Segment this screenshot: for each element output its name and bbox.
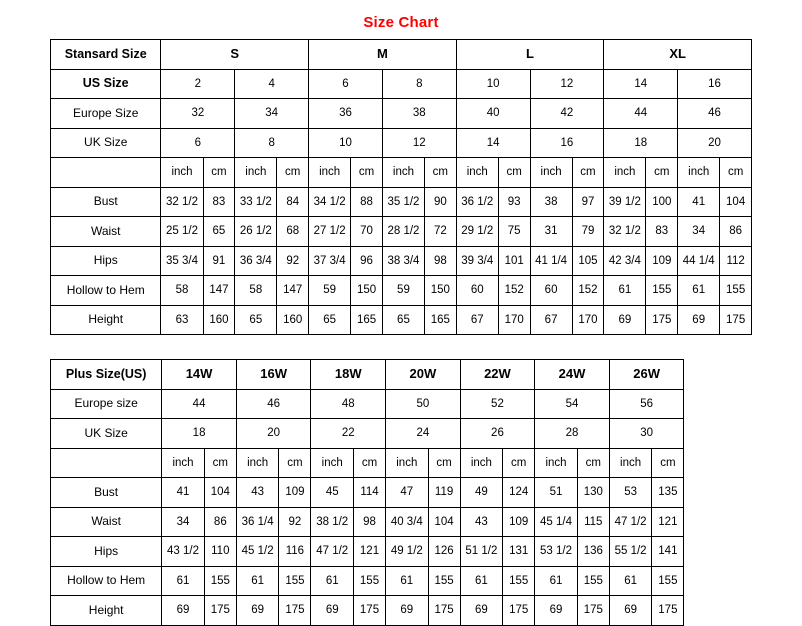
cell: 114 [353, 478, 385, 508]
table-row-uk-size [51, 128, 752, 158]
cell: 59 [309, 276, 351, 306]
cell: 33 1/2 [235, 187, 277, 217]
cell: 58 [235, 276, 277, 306]
cell: 91 [203, 246, 235, 276]
size-group-m: M [309, 40, 457, 70]
unit-cell: cm [277, 158, 309, 188]
cell: 109 [646, 246, 678, 276]
table-row-waist [51, 217, 752, 247]
cell: 40 3/4 [386, 507, 428, 537]
cell: 55 1/2 [609, 537, 651, 567]
table-row-hollow-to-hem [51, 566, 752, 596]
cell: 18 [162, 419, 237, 449]
cell: 90 [425, 187, 457, 217]
cell: 12 [382, 128, 456, 158]
unit-cell: inch [162, 448, 204, 478]
row-label: Height [51, 596, 162, 626]
cell: 36 1/4 [236, 507, 278, 537]
cell: 69 [236, 596, 278, 626]
cell: 14 [604, 69, 678, 99]
cell: 124 [503, 478, 535, 508]
row-label: Hollow to Hem [51, 276, 161, 306]
cell: 69 [678, 305, 720, 335]
cell: 47 1/2 [609, 507, 651, 537]
row-label: Bust [51, 478, 162, 508]
cell: 34 [162, 507, 204, 537]
cell: 61 [386, 566, 428, 596]
cell: 116 [279, 537, 311, 567]
size-group-22w: 22W [460, 360, 535, 390]
cell: 160 [203, 305, 235, 335]
cell: 30 [609, 419, 684, 449]
cell: 109 [279, 478, 311, 508]
unit-cell: cm [572, 158, 604, 188]
table-row-hips [51, 246, 752, 276]
cell: 8 [382, 69, 456, 99]
row-label-empty [51, 448, 162, 478]
row-header-label: Stansard Size [51, 40, 161, 70]
unit-cell: cm [425, 158, 457, 188]
table-row-europe-size [51, 389, 752, 419]
table-row-units [51, 448, 752, 478]
cell: 136 [577, 537, 609, 567]
size-group-24w: 24W [535, 360, 610, 390]
cell: 2 [161, 69, 235, 99]
cell: 28 1/2 [382, 217, 424, 247]
cell: 37 3/4 [309, 246, 351, 276]
cell: 34 1/2 [309, 187, 351, 217]
unit-cell: inch [311, 448, 353, 478]
cell: 69 [311, 596, 353, 626]
cell: 67 [530, 305, 572, 335]
cell: 47 [386, 478, 428, 508]
cell: 88 [351, 187, 383, 217]
cell: 155 [577, 566, 609, 596]
cell: 44 [604, 99, 678, 129]
cell: 104 [204, 478, 236, 508]
cell: 109 [503, 507, 535, 537]
cell: 25 1/2 [161, 217, 203, 247]
unit-cell: inch [678, 158, 720, 188]
cell: 58 [161, 276, 203, 306]
cell: 39 3/4 [456, 246, 498, 276]
cell: 46 [678, 99, 752, 129]
cell: 75 [498, 217, 530, 247]
cell: 42 3/4 [604, 246, 646, 276]
filler-cell [684, 419, 752, 449]
cell: 69 [609, 596, 651, 626]
standard-size-table-wrap [0, 39, 802, 335]
table-row-height [51, 596, 752, 626]
cell: 147 [277, 276, 309, 306]
plus-size-table-wrap [0, 359, 802, 626]
cell: 65 [203, 217, 235, 247]
cell: 96 [351, 246, 383, 276]
cell: 24 [386, 419, 461, 449]
cell: 56 [609, 389, 684, 419]
cell: 175 [720, 305, 752, 335]
row-header-label: Plus Size(US) [51, 360, 162, 390]
cell: 32 1/2 [161, 187, 203, 217]
unit-cell: inch [309, 158, 351, 188]
unit-cell: inch [382, 158, 424, 188]
unit-cell: inch [535, 448, 577, 478]
cell: 119 [428, 478, 460, 508]
size-group-14w: 14W [162, 360, 237, 390]
cell: 155 [646, 276, 678, 306]
table-row-europe-size [51, 99, 752, 129]
row-label: UK Size [51, 419, 162, 449]
cell: 36 [309, 99, 383, 129]
cell: 126 [428, 537, 460, 567]
cell: 65 [309, 305, 351, 335]
cell: 43 [236, 478, 278, 508]
cell: 104 [720, 187, 752, 217]
cell: 150 [351, 276, 383, 306]
cell: 175 [353, 596, 385, 626]
cell: 175 [204, 596, 236, 626]
cell: 27 1/2 [309, 217, 351, 247]
cell: 115 [577, 507, 609, 537]
cell: 46 [236, 389, 311, 419]
size-group-18w: 18W [311, 360, 386, 390]
unit-cell: inch [604, 158, 646, 188]
table-row-hips [51, 537, 752, 567]
cell: 38 [382, 99, 456, 129]
cell: 67 [456, 305, 498, 335]
cell: 175 [652, 596, 684, 626]
cell: 8 [235, 128, 309, 158]
row-label: US Size [51, 69, 161, 99]
cell: 51 [535, 478, 577, 508]
unit-cell: cm [652, 448, 684, 478]
cell: 175 [279, 596, 311, 626]
cell: 98 [425, 246, 457, 276]
table-row-group-header [51, 40, 752, 70]
cell: 61 [609, 566, 651, 596]
table-row-bust [51, 478, 752, 508]
unit-cell: cm [353, 448, 385, 478]
row-label-empty [51, 158, 161, 188]
cell: 16 [678, 69, 752, 99]
cell: 86 [720, 217, 752, 247]
filler-cell [684, 566, 752, 596]
cell: 65 [235, 305, 277, 335]
cell: 10 [309, 128, 383, 158]
cell: 175 [577, 596, 609, 626]
cell: 34 [235, 99, 309, 129]
unit-cell: cm [279, 448, 311, 478]
cell: 160 [277, 305, 309, 335]
cell: 44 1/4 [678, 246, 720, 276]
cell: 45 [311, 478, 353, 508]
cell: 79 [572, 217, 604, 247]
cell: 53 [609, 478, 651, 508]
cell: 110 [204, 537, 236, 567]
cell: 60 [456, 276, 498, 306]
cell: 49 [460, 478, 502, 508]
cell: 152 [498, 276, 530, 306]
cell: 52 [460, 389, 535, 419]
cell: 83 [646, 217, 678, 247]
cell: 44 [162, 389, 237, 419]
size-group-20w: 20W [386, 360, 461, 390]
cell: 155 [652, 566, 684, 596]
cell: 69 [460, 596, 502, 626]
cell: 68 [277, 217, 309, 247]
cell: 170 [498, 305, 530, 335]
cell: 130 [577, 478, 609, 508]
cell: 104 [428, 507, 460, 537]
cell: 170 [572, 305, 604, 335]
cell: 69 [162, 596, 204, 626]
row-label: Height [51, 305, 161, 335]
cell: 70 [351, 217, 383, 247]
cell: 18 [604, 128, 678, 158]
table-row-waist [51, 507, 752, 537]
cell: 175 [428, 596, 460, 626]
cell: 16 [530, 128, 604, 158]
table-row-hollow-to-hem [51, 276, 752, 306]
cell: 61 [311, 566, 353, 596]
cell: 60 [530, 276, 572, 306]
cell: 141 [652, 537, 684, 567]
row-label: UK Size [51, 128, 161, 158]
unit-cell: cm [351, 158, 383, 188]
cell: 165 [351, 305, 383, 335]
cell: 43 1/2 [162, 537, 204, 567]
cell: 28 [535, 419, 610, 449]
cell: 121 [652, 507, 684, 537]
cell: 31 [530, 217, 572, 247]
cell: 98 [353, 507, 385, 537]
unit-cell: inch [236, 448, 278, 478]
cell: 12 [530, 69, 604, 99]
cell: 61 [236, 566, 278, 596]
cell: 41 1/4 [530, 246, 572, 276]
cell: 41 [678, 187, 720, 217]
cell: 26 [460, 419, 535, 449]
filler-cell [684, 596, 752, 626]
table-row-bust [51, 187, 752, 217]
filler-cell [684, 360, 752, 390]
filler-cell [684, 507, 752, 537]
cell: 41 [162, 478, 204, 508]
cell: 32 1/2 [604, 217, 646, 247]
cell: 39 1/2 [604, 187, 646, 217]
cell: 14 [456, 128, 530, 158]
cell: 84 [277, 187, 309, 217]
cell: 155 [428, 566, 460, 596]
cell: 155 [503, 566, 535, 596]
size-group-26w: 26W [609, 360, 684, 390]
size-group-xl: XL [604, 40, 752, 70]
cell: 49 1/2 [386, 537, 428, 567]
cell: 175 [503, 596, 535, 626]
cell: 61 [535, 566, 577, 596]
cell: 65 [382, 305, 424, 335]
cell: 92 [279, 507, 311, 537]
cell: 47 1/2 [311, 537, 353, 567]
cell: 61 [678, 276, 720, 306]
cell: 50 [386, 389, 461, 419]
cell: 45 1/2 [236, 537, 278, 567]
table-row-height [51, 305, 752, 335]
cell: 86 [204, 507, 236, 537]
cell: 155 [353, 566, 385, 596]
table-row-group-header [51, 360, 752, 390]
cell: 150 [425, 276, 457, 306]
cell: 42 [530, 99, 604, 129]
unit-cell: inch [456, 158, 498, 188]
row-label: Europe size [51, 389, 162, 419]
cell: 83 [203, 187, 235, 217]
unit-cell: cm [498, 158, 530, 188]
filler-cell [684, 537, 752, 567]
cell: 54 [535, 389, 610, 419]
cell: 35 1/2 [382, 187, 424, 217]
unit-cell: inch [235, 158, 277, 188]
cell: 26 1/2 [235, 217, 277, 247]
size-group-l: L [456, 40, 604, 70]
cell: 121 [353, 537, 385, 567]
unit-cell: inch [460, 448, 502, 478]
cell: 69 [604, 305, 646, 335]
unit-cell: cm [577, 448, 609, 478]
cell: 61 [460, 566, 502, 596]
cell: 20 [678, 128, 752, 158]
cell: 155 [720, 276, 752, 306]
cell: 92 [277, 246, 309, 276]
cell: 69 [386, 596, 428, 626]
cell: 69 [535, 596, 577, 626]
cell: 53 1/2 [535, 537, 577, 567]
unit-cell: cm [503, 448, 535, 478]
row-label: Hollow to Hem [51, 566, 162, 596]
cell: 135 [652, 478, 684, 508]
cell: 131 [503, 537, 535, 567]
table-row-units [51, 158, 752, 188]
cell: 72 [425, 217, 457, 247]
plus-size-table [50, 359, 752, 626]
filler-cell [684, 448, 752, 478]
table-row-us-size [51, 69, 752, 99]
cell: 20 [236, 419, 311, 449]
row-label: Hips [51, 246, 161, 276]
cell: 32 [161, 99, 235, 129]
cell: 10 [456, 69, 530, 99]
unit-cell: cm [428, 448, 460, 478]
row-label: Waist [51, 507, 162, 537]
cell: 36 1/2 [456, 187, 498, 217]
cell: 112 [720, 246, 752, 276]
cell: 61 [162, 566, 204, 596]
cell: 105 [572, 246, 604, 276]
row-label: Hips [51, 537, 162, 567]
cell: 51 1/2 [460, 537, 502, 567]
cell: 6 [161, 128, 235, 158]
unit-cell: cm [203, 158, 235, 188]
table-gap [0, 335, 802, 359]
cell: 155 [204, 566, 236, 596]
row-label: Waist [51, 217, 161, 247]
size-group-16w: 16W [236, 360, 311, 390]
size-group-s: S [161, 40, 309, 70]
cell: 35 3/4 [161, 246, 203, 276]
cell: 45 1/4 [535, 507, 577, 537]
cell: 59 [382, 276, 424, 306]
cell: 38 3/4 [382, 246, 424, 276]
cell: 63 [161, 305, 203, 335]
cell: 36 3/4 [235, 246, 277, 276]
row-label: Europe Size [51, 99, 161, 129]
cell: 38 [530, 187, 572, 217]
cell: 61 [604, 276, 646, 306]
unit-cell: inch [609, 448, 651, 478]
cell: 40 [456, 99, 530, 129]
cell: 4 [235, 69, 309, 99]
cell: 101 [498, 246, 530, 276]
unit-cell: inch [530, 158, 572, 188]
cell: 43 [460, 507, 502, 537]
cell: 100 [646, 187, 678, 217]
unit-cell: inch [386, 448, 428, 478]
cell: 48 [311, 389, 386, 419]
unit-cell: cm [646, 158, 678, 188]
cell: 29 1/2 [456, 217, 498, 247]
unit-cell: cm [720, 158, 752, 188]
unit-cell: inch [161, 158, 203, 188]
cell: 147 [203, 276, 235, 306]
table-row-uk-size [51, 419, 752, 449]
filler-cell [684, 389, 752, 419]
unit-cell: cm [204, 448, 236, 478]
cell: 152 [572, 276, 604, 306]
cell: 165 [425, 305, 457, 335]
filler-cell [684, 478, 752, 508]
cell: 22 [311, 419, 386, 449]
row-label: Bust [51, 187, 161, 217]
cell: 175 [646, 305, 678, 335]
cell: 93 [498, 187, 530, 217]
cell: 155 [279, 566, 311, 596]
cell: 6 [309, 69, 383, 99]
cell: 97 [572, 187, 604, 217]
cell: 34 [678, 217, 720, 247]
standard-size-table [50, 39, 752, 335]
cell: 38 1/2 [311, 507, 353, 537]
page-title: Size Chart [363, 14, 439, 31]
